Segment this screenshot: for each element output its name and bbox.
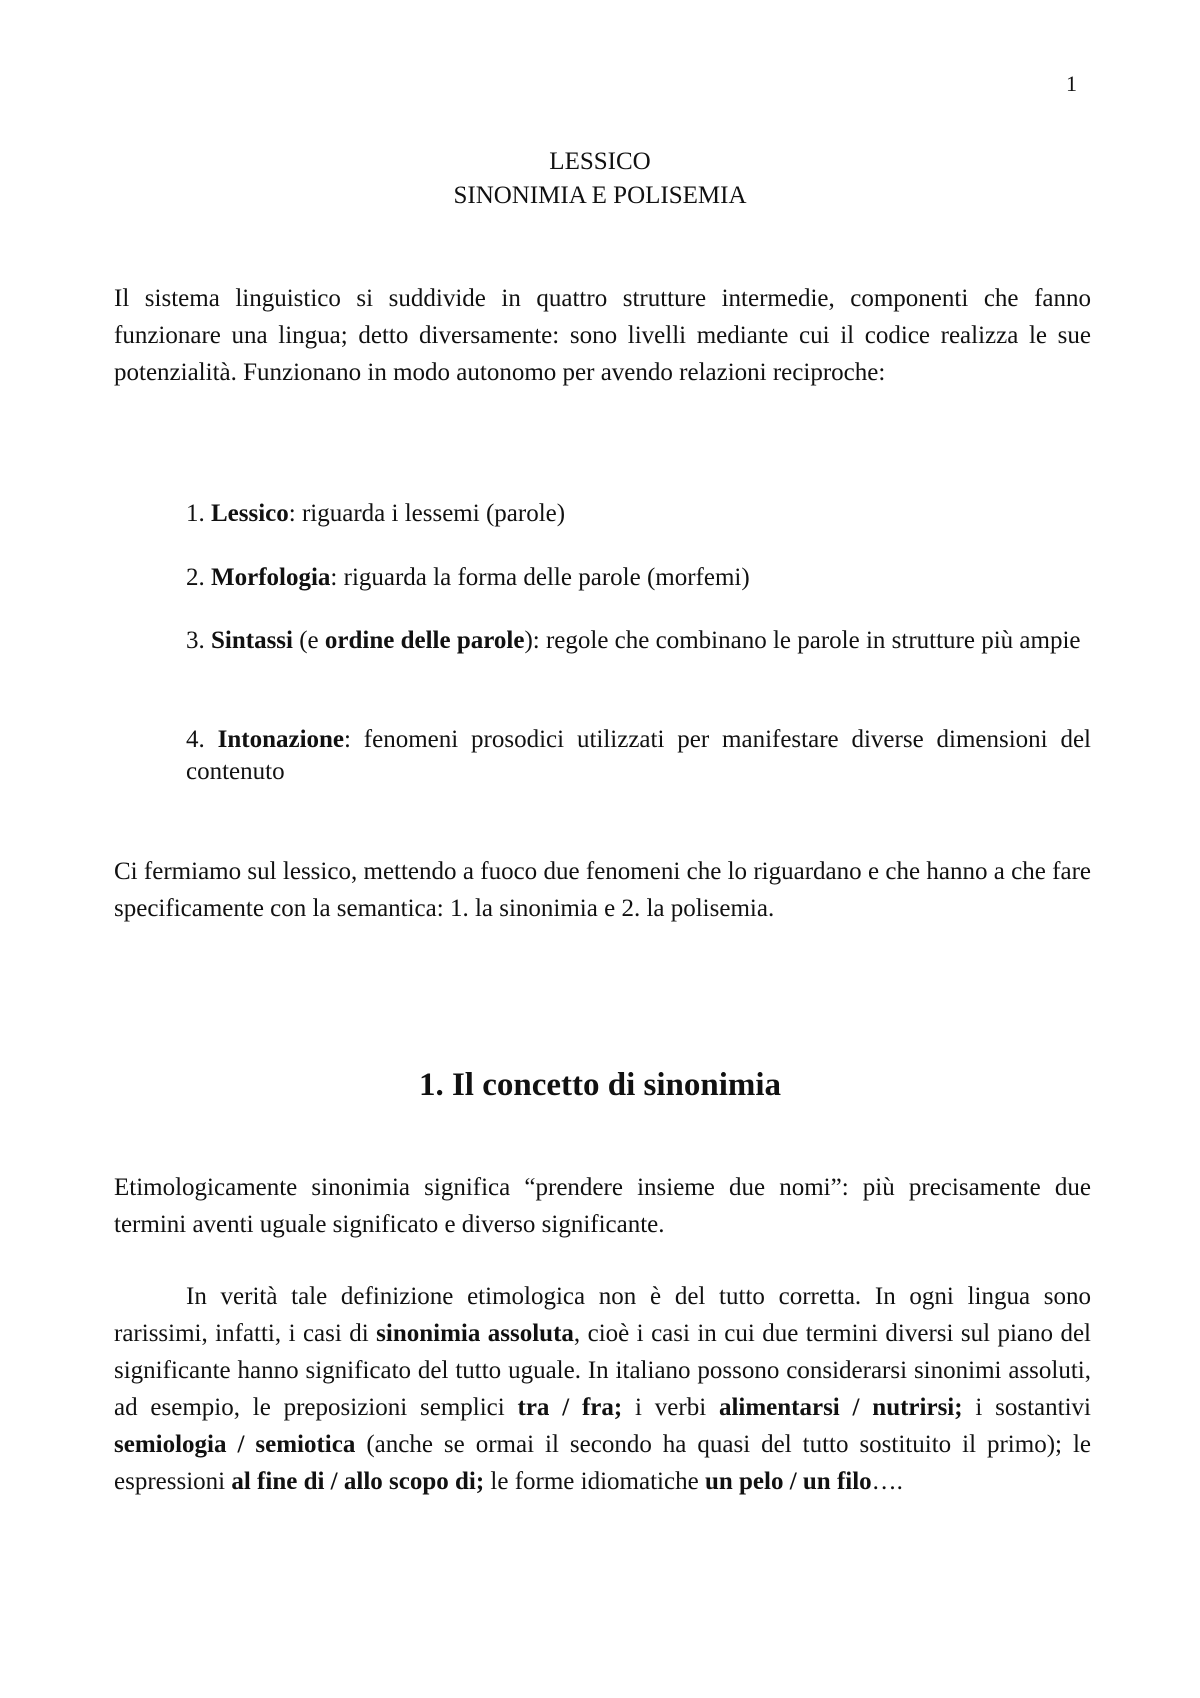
bold-example: un pelo / un filo — [704, 1468, 872, 1495]
focus-paragraph: Ci fermiamo sul lessico, mettendo a fuoco due fenomeni che lo riguardano e che hanno a che fare specificamente con la semantica: 1. la sinonimia e 2. la polisemia. — [114, 858, 1091, 922]
list-description: : riguarda i lessemi (parole) — [288, 500, 566, 527]
text-run: i verbi — [622, 1394, 719, 1421]
bold-example: semiologia / semiotica — [114, 1431, 356, 1458]
bold-term: sinonimia assoluta — [376, 1320, 574, 1347]
absolute-synonymy-paragraph — [114, 1278, 1091, 1500]
definition-paragraph: Etimologicamente sinonimia significa “prendere insieme due nomi”: più precisamente due termini aventi uguale significato e diverso significante. — [114, 1174, 1091, 1238]
list-number: 3. — [186, 627, 211, 654]
bold-example: alimentarsi / nutrirsi; — [718, 1394, 963, 1421]
list-description: ): regole che combinano le parole in strutture più ampie — [524, 627, 1081, 654]
list-description: : riguarda la forma delle parole (morfemi) — [330, 564, 750, 591]
list-item — [186, 562, 1091, 594]
bold-example: tra / fra; — [517, 1394, 623, 1421]
list-term: Intonazione — [217, 726, 345, 753]
document-title — [0, 145, 1200, 213]
text-run: i sostantivi — [962, 1394, 1091, 1421]
list-number: 1. — [186, 500, 211, 527]
list-number: 4. — [186, 726, 218, 753]
title-line-1: LESSICO — [549, 148, 651, 175]
list-connector: (e — [292, 627, 325, 654]
text-run: …. — [871, 1468, 903, 1495]
intro-paragraph: Il sistema linguistico si suddivide in quattro strutture intermedie, componenti che fanno funzionare una lingua; detto diversamente: sono livelli mediante cui il codice realizza le sue potenzialità. Funzionano in modo autonomo per avendo relazioni reciproche: — [114, 285, 1091, 386]
list-term: Morfologia — [211, 564, 331, 591]
list-term-secondary: ordine delle parole — [324, 627, 525, 654]
list-description: : fenomeni prosodici utilizzati per manifestare diverse dimensioni del contenuto — [186, 726, 1092, 785]
text-run: In verità tale definizione etimologica non è del tutto corretta. In ogni lingua sono rarissimi, infatti, i casi di — [114, 1283, 1091, 1347]
list-item — [186, 724, 1091, 788]
section-heading: 1. Il concetto di sinonimia — [418, 1067, 782, 1103]
list-number: 2. — [186, 564, 211, 591]
title-line-2: SINONIMIA E POLISEMIA — [453, 182, 747, 209]
bold-example: al fine di / allo scopo di; — [231, 1468, 485, 1495]
text-run: le forme idiomatiche — [484, 1468, 705, 1495]
list-term: Lessico — [211, 500, 289, 527]
page-number: 1 — [1066, 71, 1077, 96]
text-run: (anche se ormai il secondo ha quasi del tutto sostituito il primo); le espressioni — [114, 1431, 1091, 1495]
list-item — [186, 498, 1091, 530]
text-run: , cioè i casi in cui due termini diversi sul piano del significante hanno significato del tutto uguale. In italiano possono considerarsi sinonimi assoluti, ad esempio, le preposizioni semplici — [114, 1320, 1092, 1421]
list-item — [186, 625, 1091, 657]
list-term: Sintassi — [211, 627, 293, 654]
